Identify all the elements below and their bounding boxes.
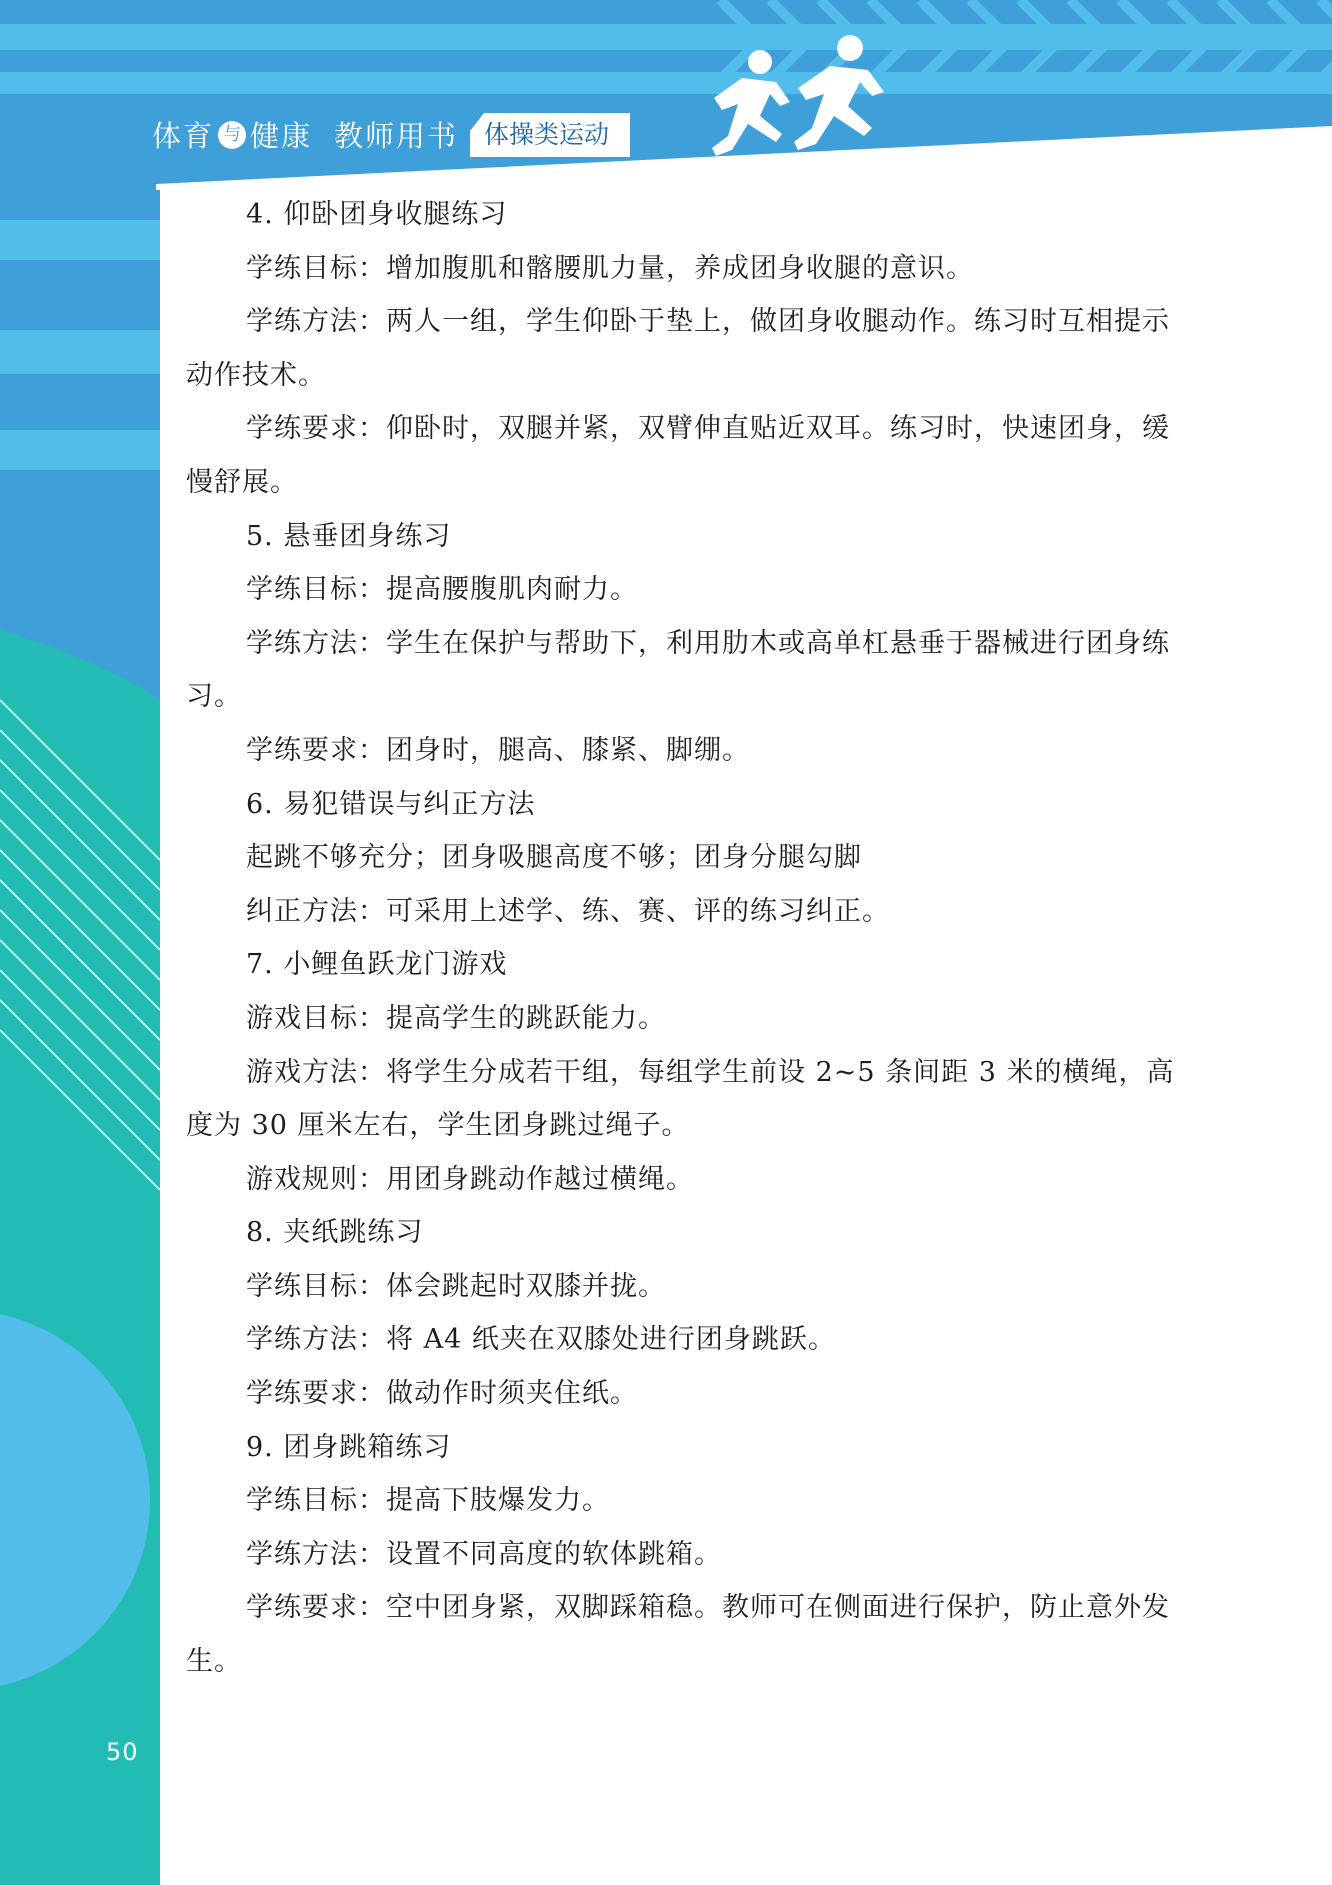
section-heading: 4. 仰卧团身收腿练习 — [246, 199, 508, 230]
left-decorative-band — [0, 0, 160, 1885]
book-title-part2: 健康 — [250, 119, 313, 153]
paragraph: 学练方法：学生在保护与帮助下，利用肋木或高单杠悬垂于器械进行团身练习。 — [186, 627, 1170, 713]
book-title — [152, 114, 458, 155]
paragraph: 学练目标：提高下肢爆发力。 — [246, 1485, 610, 1517]
paragraph: 学练方法：将 A4 纸夹在双膝处进行团身跳跃。 — [246, 1324, 836, 1356]
paragraph: 起跳不够充分；团身吸腿高度不够；团身分腿勾脚 — [246, 842, 862, 874]
paragraph: 学练目标：体会跳起时双膝并拢。 — [246, 1270, 666, 1302]
paragraph: 学练要求：团身时，腿高、膝紧、脚绷。 — [246, 734, 750, 766]
book-title-part3: 教师用书 — [334, 119, 459, 153]
chapter-tag — [470, 113, 630, 157]
page-body — [186, 188, 1186, 1689]
paragraph: 学练目标：增加腹肌和髂腰肌力量，养成团身收腿的意识。 — [246, 252, 974, 284]
section-heading: 6. 易犯错误与纠正方法 — [246, 788, 536, 820]
paragraph: 学练要求：仰卧时，双腿并紧，双臂伸直贴近双耳。练习时，快速团身，缓慢舒展。 — [186, 413, 1170, 498]
paragraph: 学练要求：做动作时须夹住纸。 — [246, 1378, 638, 1410]
paragraph: 游戏方法：将学生分成若干组，每组学生前设 2~5 条间距 3 米的横绳，高度为 30 厘米左右，学生团身跳过绳子。 — [186, 1056, 1175, 1142]
paragraph: 游戏规则：用团身跳动作越过横绳。 — [246, 1163, 694, 1195]
book-title-part1: 体育 — [152, 119, 215, 153]
book-title-connector: 与 — [218, 121, 246, 149]
section-heading: 9. 团身跳箱练习 — [246, 1431, 452, 1463]
page-header — [0, 0, 1332, 190]
paragraph: 纠正方法：可采用上述学、练、赛、评的练习纠正。 — [246, 895, 890, 927]
section-heading: 8. 夹纸跳练习 — [246, 1217, 424, 1249]
paragraph: 学练要求：空中团身紧，双脚踩箱稳。教师可在侧面进行保护，防止意外发生。 — [186, 1592, 1170, 1678]
section-heading: 7. 小鲤鱼跃龙门游戏 — [246, 949, 508, 981]
paragraph: 游戏目标：提高学生的跳跃能力。 — [246, 1002, 666, 1034]
section-heading: 5. 悬垂团身练习 — [246, 520, 452, 552]
paragraph: 学练方法：设置不同高度的软体跳箱。 — [246, 1538, 722, 1570]
chapter-tag-label: 体操类运动 — [484, 120, 610, 149]
paragraph: 学练方法：两人一组，学生仰卧于垫上，做团身收腿动作。练习时互相提示动作技术。 — [186, 306, 1170, 391]
paragraph: 学练目标：提高腰腹肌肉耐力。 — [246, 574, 638, 606]
page-number: 50 — [106, 1738, 139, 1766]
